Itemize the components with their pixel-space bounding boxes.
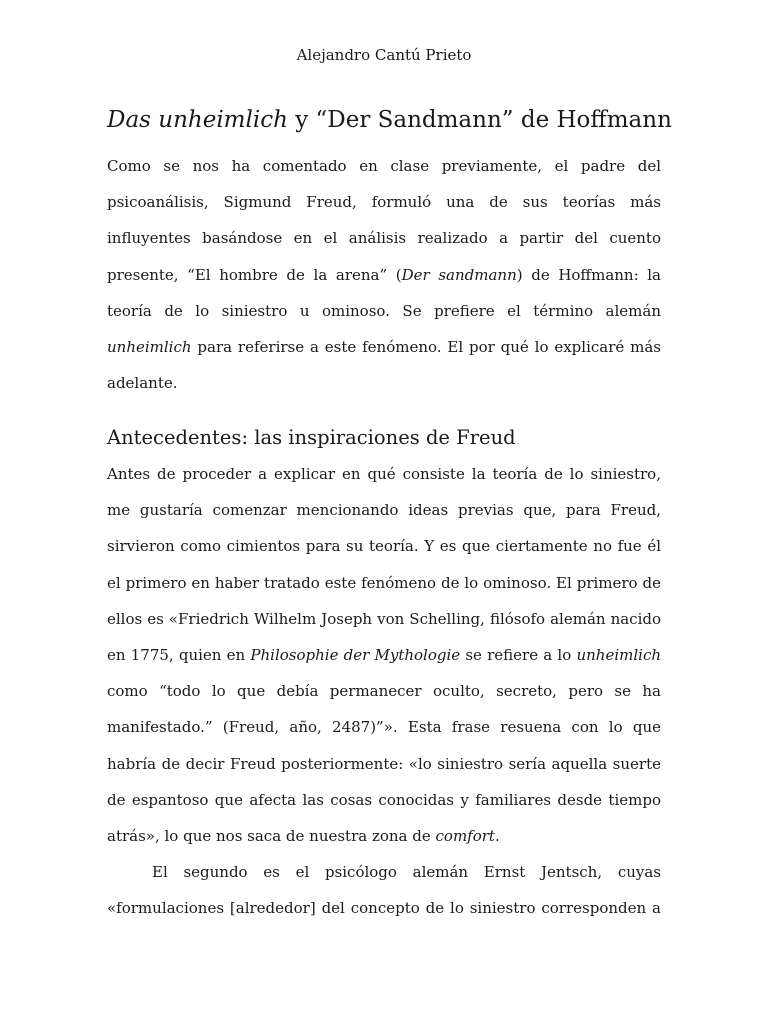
text-line: influyentes basándose en el análisis realizado a partir del cuento [107, 229, 661, 248]
text-line: habría de decir Freud posteriormente: «lo siniestro sería aquella suerte [107, 754, 661, 773]
paragraph-intro [107, 148, 661, 401]
text-line: en 1775, quien en Philosophie der Mythologie se refiere a lo unheimlich [107, 646, 662, 665]
text-line: me gustaría comenzar mencionando ideas previas que, para Freud, [107, 501, 661, 520]
text-line: sirvieron como cimientos para su teoría. Y es que ciertamente no fue él [107, 537, 661, 556]
author-name: Alejandro Cantú Prieto [296, 46, 472, 64]
title-italic: Das unheimlich [107, 107, 288, 133]
text-line: «formulaciones [alrededor] del concepto de lo siniestro corresponden a [107, 899, 661, 918]
text-line: unheimlich para referirse a este fenómeno. El por qué lo explicaré más [107, 338, 661, 357]
text-line: psicoanálisis, Sigmund Freud, formuló una de sus teorías más [107, 193, 661, 212]
text-line: atrás», lo que nos saca de nuestra zona de comfort. [107, 827, 500, 846]
paragraph-jentsch [107, 854, 661, 926]
document-title [107, 104, 672, 136]
text-line: El segundo es el psicólogo alemán Ernst Jentsch, cuyas [152, 863, 661, 881]
title-rest: y “Der Sandmann” de Hoffmann [287, 107, 672, 133]
text-line: presente, “El hombre de la arena” (Der sandmann) de Hoffmann: la [107, 265, 661, 284]
text-line: Como se nos ha comentado en clase previamente, el padre del [107, 157, 661, 175]
text-line: manifestado.” (Freud, año, 2487)”». Esta frase resuena con lo que [107, 718, 661, 737]
text-line: Antes de proceder a explicar en qué consiste la teoría de lo siniestro, [107, 465, 661, 483]
paragraph-antecedentes [107, 456, 661, 854]
text-line: de espantoso que afecta las cosas conocidas y familiares desde tiempo [107, 790, 661, 809]
text-line: como “todo lo que debía permanecer oculto, secreto, pero se ha [107, 682, 661, 701]
text-line: ellos es «Friedrich Wilhelm Joseph von Schelling, filósofo alemán nacido [107, 609, 661, 628]
text-line: el primero en haber tratado este fenómeno de lo ominoso. El primero de [107, 573, 661, 592]
text-line: adelante. [107, 374, 178, 393]
text-line: teoría de lo siniestro u ominoso. Se prefiere el término alemán [107, 301, 661, 320]
section-heading: Antecedentes: las inspiraciones de Freud [107, 426, 516, 449]
